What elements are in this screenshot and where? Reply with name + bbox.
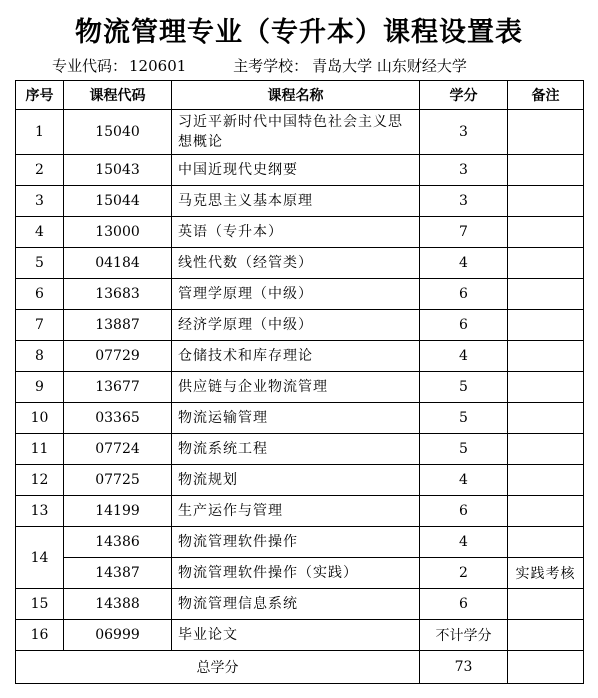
- row-code: 04184: [64, 248, 172, 279]
- total-row: [16, 651, 584, 684]
- row-no: 6: [16, 279, 64, 310]
- row-code: 13677: [64, 372, 172, 403]
- row-credit: 不计学分: [420, 620, 508, 651]
- row-credit: 6: [420, 279, 508, 310]
- row-credit: 7: [420, 217, 508, 248]
- row-code: 03365: [64, 403, 172, 434]
- row-name: 仓储技术和库存理论: [172, 341, 420, 372]
- row-no: 3: [16, 186, 64, 217]
- header-no: 序号: [16, 81, 64, 110]
- school-label: 主考学校：: [233, 57, 309, 75]
- row-note: 实践考核: [508, 558, 584, 589]
- table-row: [16, 589, 584, 620]
- row-note: [508, 217, 584, 248]
- row-code: 14388: [64, 589, 172, 620]
- row-note: [508, 186, 584, 217]
- row-note: [508, 341, 584, 372]
- row-no: 13: [16, 496, 64, 527]
- row-name: 毕业论文: [172, 620, 420, 651]
- table-row: [16, 403, 584, 434]
- row-name: 物流规划: [172, 465, 420, 496]
- row-name: 生产运作与管理: [172, 496, 420, 527]
- row-note: [508, 403, 584, 434]
- row-name: 物流管理信息系统: [172, 589, 420, 620]
- row-name: 物流运输管理: [172, 403, 420, 434]
- row-credit: 3: [420, 186, 508, 217]
- header-name: 课程名称: [172, 81, 420, 110]
- row-code: 13683: [64, 279, 172, 310]
- table-row: [16, 110, 584, 155]
- table-header-row: [16, 81, 584, 110]
- row-name: 物流系统工程: [172, 434, 420, 465]
- row-name: 物流管理软件操作（实践）: [172, 558, 420, 589]
- row-credit: 2: [420, 558, 508, 589]
- row-no: 10: [16, 403, 64, 434]
- row-code: 07725: [64, 465, 172, 496]
- course-table: [15, 80, 584, 684]
- school-names: 青岛大学 山东财经大学: [312, 57, 467, 75]
- row-no: 11: [16, 434, 64, 465]
- row-name: 习近平新时代中国特色社会主义思想概论: [172, 110, 420, 155]
- row-no: 1: [16, 110, 64, 155]
- row-note: [508, 527, 584, 558]
- total-value: 73: [420, 651, 508, 684]
- row-credit: 6: [420, 310, 508, 341]
- row-credit: 4: [420, 527, 508, 558]
- table-row: [16, 186, 584, 217]
- row-note: [508, 248, 584, 279]
- row-name: 中国近现代史纲要: [172, 155, 420, 186]
- row-code: 06999: [64, 620, 172, 651]
- table-row: [16, 434, 584, 465]
- row-credit: 5: [420, 372, 508, 403]
- row-no: 7: [16, 310, 64, 341]
- row-credit: 5: [420, 434, 508, 465]
- total-note: [508, 651, 584, 684]
- row-note: [508, 620, 584, 651]
- row-no: 8: [16, 341, 64, 372]
- row-credit: 3: [420, 110, 508, 155]
- row-no: 9: [16, 372, 64, 403]
- table-row: [16, 155, 584, 186]
- row-no: 2: [16, 155, 64, 186]
- header-note: 备注: [508, 81, 584, 110]
- row-no: 12: [16, 465, 64, 496]
- row-credit: 3: [420, 155, 508, 186]
- row-name: 线性代数（经管类）: [172, 248, 420, 279]
- table-row: [16, 279, 584, 310]
- row-no: 15: [16, 589, 64, 620]
- table-row: [16, 310, 584, 341]
- row-note: [508, 589, 584, 620]
- table-row: [16, 496, 584, 527]
- row-code: 15040: [64, 110, 172, 155]
- row-name: 马克思主义基本原理: [172, 186, 420, 217]
- row-name: 经济学原理（中级）: [172, 310, 420, 341]
- row-code: 15043: [64, 155, 172, 186]
- major-info: [52, 55, 578, 77]
- row-code: 13000: [64, 217, 172, 248]
- row-note: [508, 465, 584, 496]
- row-no: 16: [16, 620, 64, 651]
- row-code: 14386: [64, 527, 172, 558]
- table-row: [16, 620, 584, 651]
- row-name: 管理学原理（中级）: [172, 279, 420, 310]
- row-no: 14: [16, 527, 64, 589]
- row-credit: 5: [420, 403, 508, 434]
- row-note: [508, 496, 584, 527]
- row-note: [508, 310, 584, 341]
- row-credit: 6: [420, 589, 508, 620]
- row-code: 07724: [64, 434, 172, 465]
- row-name: 供应链与企业物流管理: [172, 372, 420, 403]
- row-code: 14387: [64, 558, 172, 589]
- row-note: [508, 155, 584, 186]
- total-label: 总学分: [16, 651, 420, 684]
- table-row: [16, 248, 584, 279]
- row-credit: 4: [420, 248, 508, 279]
- table-row: [16, 217, 584, 248]
- table-row: [16, 558, 584, 589]
- row-name: 英语（专升本）: [172, 217, 420, 248]
- row-name: 物流管理软件操作: [172, 527, 420, 558]
- table-row: [16, 341, 584, 372]
- row-note: [508, 372, 584, 403]
- row-credit: 4: [420, 465, 508, 496]
- row-code: 07729: [64, 341, 172, 372]
- header-code: 课程代码: [64, 81, 172, 110]
- row-note: [508, 279, 584, 310]
- page-title: 物流管理专业（专升本）课程设置表: [75, 17, 523, 48]
- row-note: [508, 110, 584, 155]
- table-row: [16, 372, 584, 403]
- row-credit: 6: [420, 496, 508, 527]
- row-no: 5: [16, 248, 64, 279]
- header-credit: 学分: [420, 81, 508, 110]
- row-note: [508, 434, 584, 465]
- major-code-label: 专业代码：: [52, 57, 128, 75]
- row-credit: 4: [420, 341, 508, 372]
- row-code: 14199: [64, 496, 172, 527]
- table-row: [16, 527, 584, 558]
- major-code: 120601: [129, 57, 187, 75]
- table-row: [16, 465, 584, 496]
- row-code: 15044: [64, 186, 172, 217]
- row-no: 4: [16, 217, 64, 248]
- row-code: 13887: [64, 310, 172, 341]
